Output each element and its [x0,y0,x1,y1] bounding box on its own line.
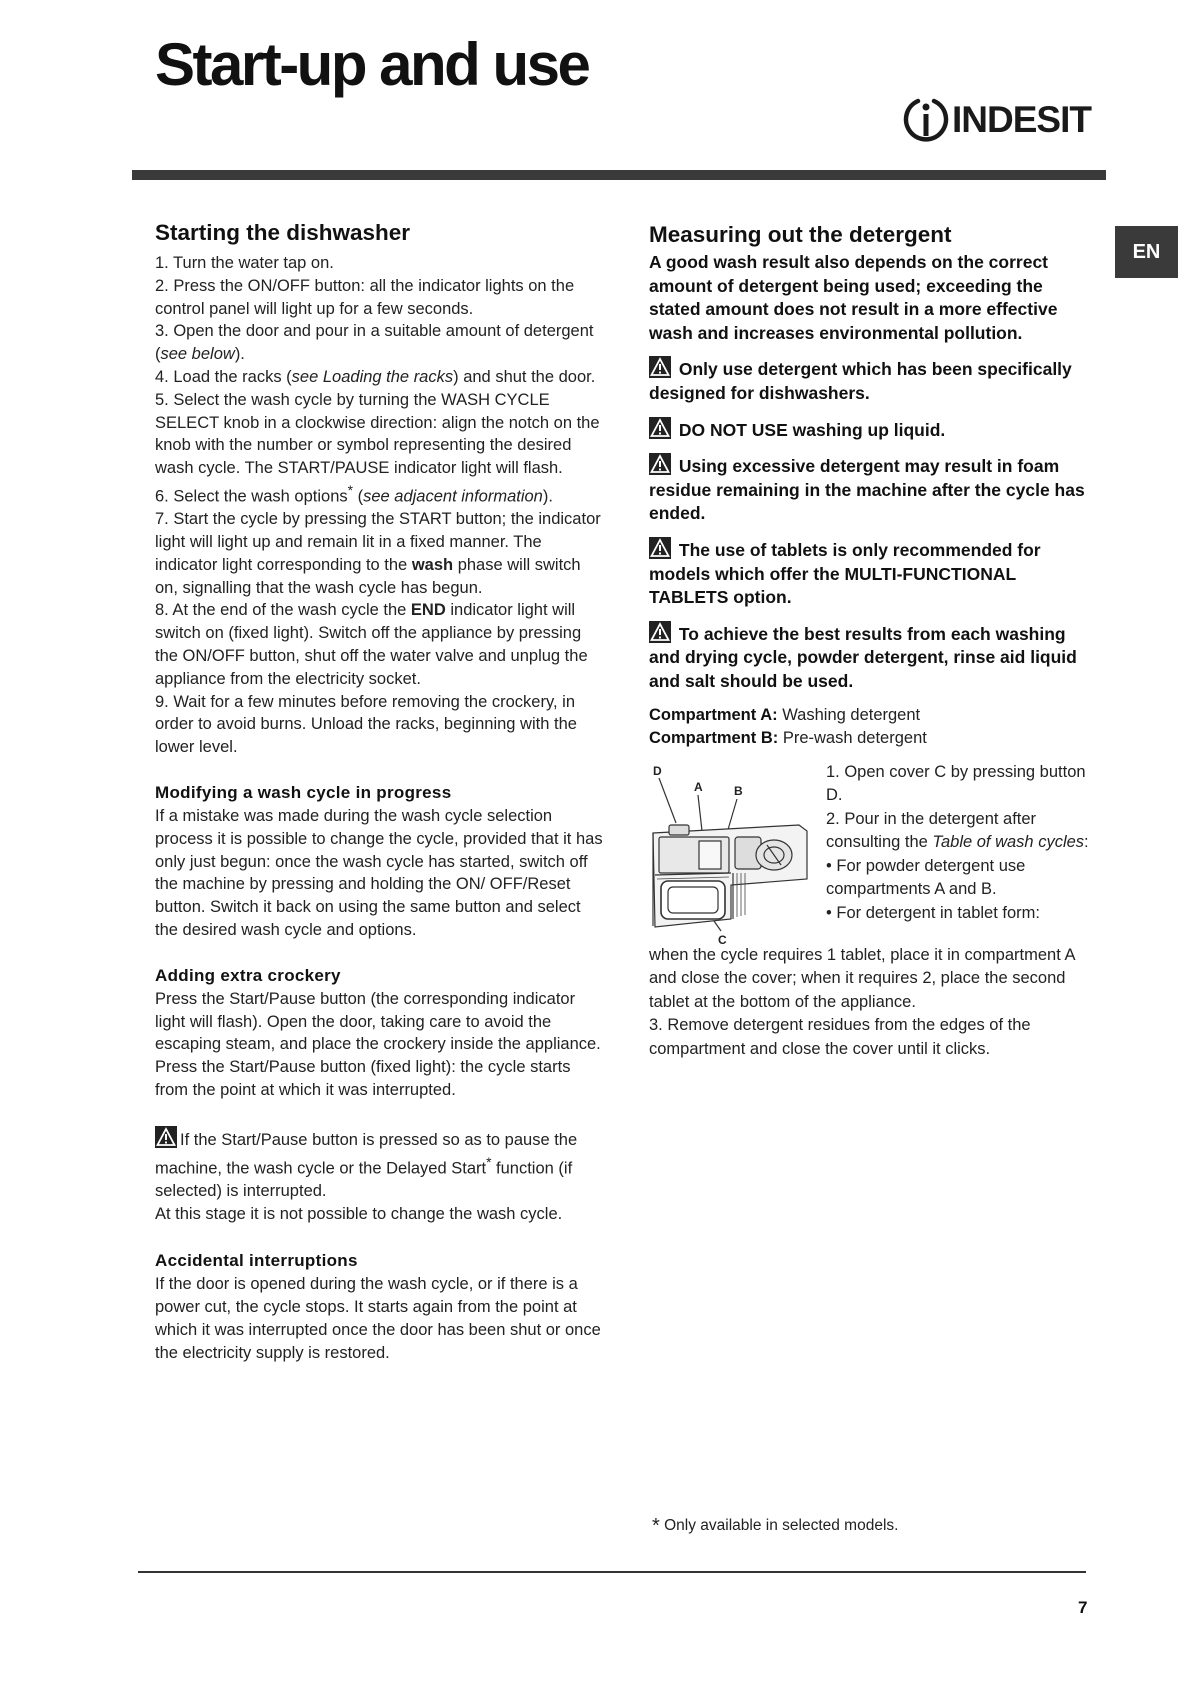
compartment-a [649,704,1099,728]
step-4-end: ) and shut the door. [453,367,596,386]
adding-text: Press the Start/Pause button (the corresponding indicator light will flash). Open the door, taking care to avoid the escaping steam, and place the crockery inside the appliance. Press the Start/Pause button (fixed light): the cycle starts from the point at which it was interrupted. [155,989,601,1099]
label-a: A [694,779,703,794]
step-6-ref: see adjacent information [363,487,543,506]
warning-icon [649,621,671,643]
header-rule [132,170,1106,180]
compartment-b [649,727,1099,751]
step-9: 9. Wait for a few minutes before removing the crockery, in order to avoid burns. Unload the racks, beginning with the lower level. [155,692,577,757]
step-6-asterisk: * [347,482,353,498]
step-8-bold: END [410,601,446,620]
label-b: B [734,783,743,798]
warning-icon [155,1126,177,1148]
subsection-title-accidental: Accidental interruptions [155,1251,358,1271]
warning-icon [649,453,671,475]
detergent-intro: A good wash result also depends on the correct amount of detergent being used; exceeding the stated amount does not result in a more effective wash and increases environmental pollution. [649,252,1058,343]
starting-steps-list [155,252,605,759]
subsection-title-modifying: Modifying a wash cycle in progress [155,783,452,803]
warning-4 [649,537,1099,610]
step-6-end: ). [542,487,553,506]
section-title-detergent: Measuring out the detergent [649,222,952,247]
label-d: D [653,763,662,778]
warning-4-text: The use of tablets is only recommended for models which offer the MULTI-FUNCTIONAL TABLETS option. [649,539,1041,608]
indesit-logo [902,93,1091,149]
instruction-3: 3. Remove detergent residues from the edges of the compartment and close the cover until it clicks. [649,1016,1031,1058]
step-2: 2. Press the ON/OFF button: all the indicator lights on the control panel will light up for a few seconds. [155,276,575,318]
instruction-1: 1. Open cover C by pressing button D. [826,762,1086,804]
step-6-text: 6. Select the wash options [155,487,348,506]
compartment-b-label: Compartment B: [649,729,779,747]
right-column [649,222,1099,1061]
step-4 [155,366,605,389]
footnote-asterisk: * [652,1515,660,1537]
footnote [652,1515,898,1538]
indesit-logo-icon [902,93,950,149]
step-1: 1. Turn the water tap on. [155,254,334,272]
instruction-2-ref: Table of wash cycles [932,833,1085,851]
detergent-dispenser-diagram [649,761,814,946]
pause-note [155,1126,605,1226]
step-3-ref: see below [160,345,235,364]
step-6 [155,480,605,508]
warning-5-text: To achieve the best results from each washing and drying cycle, powder detergent, rinse aid liquid and salt should be used. [649,623,1077,691]
pause-note-asterisk: * [486,1154,492,1170]
step-8 [155,599,605,690]
step-7 [155,508,605,599]
dispenser-figure-block [649,761,1099,956]
warning-1-text: Only use detergent which has been specifically designed for dishwashers. [649,359,1072,403]
dispenser-instructions [826,761,1101,926]
compartment-a-label: Compartment A: [649,705,778,724]
compartment-b-text: Pre-wash detergent [778,729,927,747]
label-c: C [718,932,727,946]
step-3 [155,320,605,366]
subsection-title-adding: Adding extra crockery [155,965,341,985]
warning-icon [649,356,671,378]
warning-2 [649,417,1099,443]
instruction-2 [826,808,1101,855]
pause-note-extra: At this stage it is not possible to change the wash cycle. [155,1204,563,1223]
compartment-a-text: Washing detergent [777,705,921,724]
accidental-text: If the door is opened during the wash cycle, or if there is a power cut, the cycle stops. It starts again from the point at which it was interrupted once the door has been shut or once the electricity supply is restored. [155,1275,601,1362]
footnote-text: Only available in selected models. [659,1517,899,1534]
warning-icon [649,537,671,559]
footer-rule [138,1571,1086,1573]
step-7-bold: wash [411,555,454,574]
step-7-end: phase will switch on, signalling that the wash cycle has begun. [155,555,581,597]
warning-1 [649,356,1099,405]
page-number: 7 [1078,1598,1088,1617]
left-column [155,220,605,1365]
pause-note-text-end: function (if selected) is interrupted. [155,1159,573,1200]
step-3-end: ). [234,345,245,364]
warning-3-text: Using excessive detergent may result in foam residue remaining in the machine after the cycle has ended. [649,456,1085,524]
instruction-2-end: : [1084,833,1089,851]
instruction-tablet-detail: when the cycle requires 1 tablet, place it in compartment A and close the cover; when it requires 2, place the second tablet at the bottom of the appliance. [649,945,1075,1011]
instruction-powder: • For powder detergent use compartments A and B. [826,856,1026,898]
warning-2-text: DO NOT USE washing up liquid. [678,419,946,440]
modifying-text: If a mistake was made during the wash cycle selection process it is possible to change the cycle, provided that it has only just begun: once the wash cycle has started, switch off the machine by pressing and holding the ON/ OFF/Reset button. Switch it back on using the same button and select the desired wash cycle and options. [155,807,603,940]
warning-icon [649,417,671,439]
warning-3 [649,453,1099,526]
step-8-end: indicator light will switch on (fixed light). Switch off the appliance by pressing the ON/OFF button, shut off the water valve and unplug the appliance from the electricity socket. [155,601,588,688]
step-7-text: 7. Start the cycle by pressing the START button; the indicator light will light up and remain lit in a fixed manner. The indicator light corresponding to the [155,510,601,574]
step-8-text: 8. At the end of the wash cycle the [155,601,411,620]
step-4-text: 4. Load the racks ( [155,367,292,386]
instruction-2-text: 2. Pour in the detergent after consulting the [826,809,1037,851]
pause-note-text: If the Start/Pause button is pressed so as to pause the machine, the wash cycle or the Delayed Start [155,1130,578,1178]
brand-name: INDESIT [952,99,1091,140]
step-3-text: 3. Open the door and pour in a suitable amount of detergent ( [155,322,594,364]
step-4-ref: see Loading the racks [291,367,454,386]
language-tab: EN [1115,226,1178,278]
instruction-tablet: • For detergent in tablet form: [826,903,1040,922]
step-5: 5. Select the wash cycle by turning the WASH CYCLE SELECT knob in a clockwise direction: align the notch on the knob with the number or symbol representing the desired wash cycle. The START/PAUSE indicator light will flash. [155,390,600,478]
step-6-paren: ( [352,487,364,506]
section-title-starting: Starting the dishwasher [155,220,411,245]
warning-5 [649,621,1099,694]
page-title: Start-up and use [155,31,589,98]
